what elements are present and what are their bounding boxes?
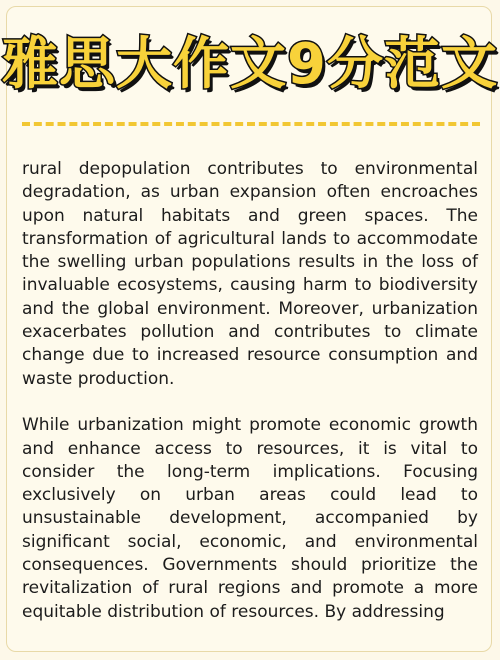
page-title: 雅思大作文9分范文 (2, 32, 498, 97)
essay-paragraph-2: While urbanization might promote economic growth and enhance access to resources, it is vital to consider the long-term implications. Focusing exclusively on urban areas could lead to unsustainable development, accompanied by significant social, economic, and environmental consequences. Governments should prioritize the revitalization of rural regions and promote a more equitable distribution of resources. By addressing (22, 415, 478, 622)
essay-body (22, 158, 478, 624)
dashed-divider (22, 122, 480, 126)
essay-paragraph-1: rural depopulation contributes to environmental degradation, as urban expansion often encroaches upon natural habitats and green spaces. The transformation of agricultural lands to accommodate the swelling urban populations results in the loss of invaluable ecosystems, causing harm to biodiversity and the global environment. Moreover, urbanization exacerbates pollution and contributes to climate change due to increased resource consumption and waste production. (22, 159, 478, 389)
